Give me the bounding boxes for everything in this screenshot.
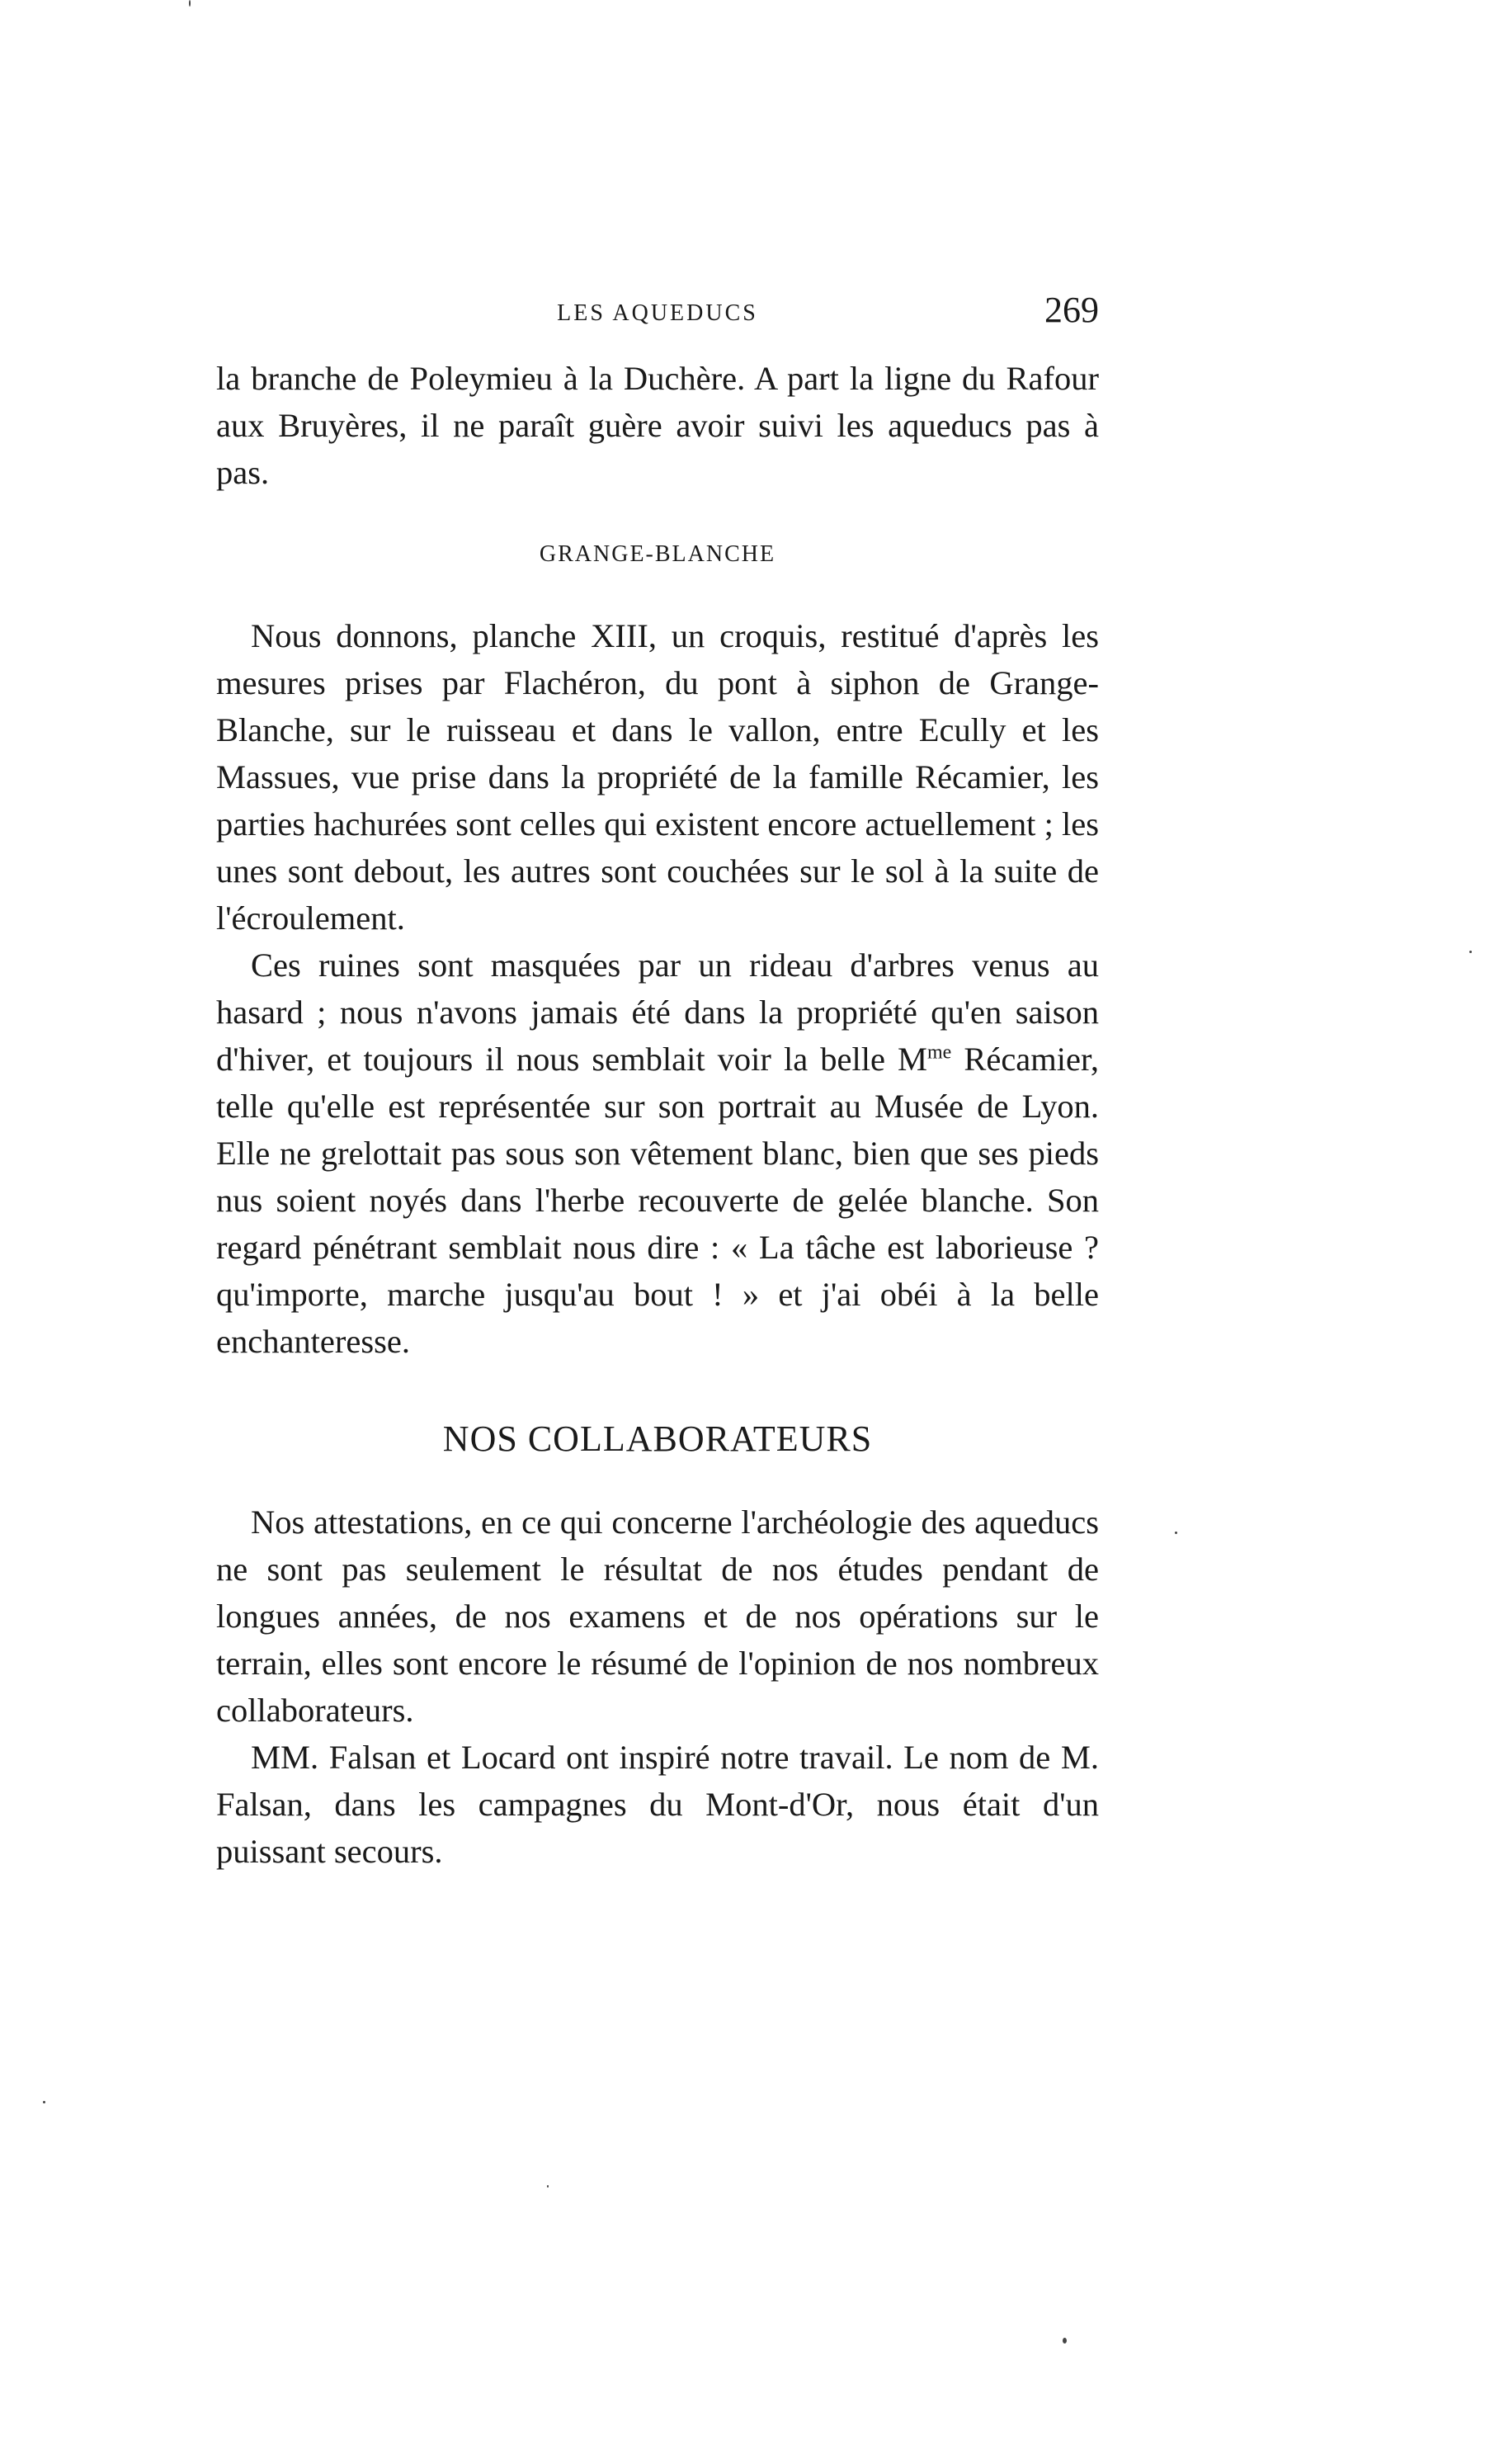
intro-text-block bbox=[216, 355, 1099, 496]
intro-paragraph: la branche de Poleymieu à la Duchère. A part la ligne du Rafour aux Bruyères, il ne paraît guère avoir suivi les aqueducs pas à pas. bbox=[216, 360, 1099, 491]
title-superscript: me bbox=[926, 1041, 952, 1064]
collaborateurs-paragraph-1: Nos attestations, en ce qui concerne l'archéologie des aqueducs ne sont pas seulement le résultat de nos études pendant de longues années, de nos examens et de nos opérations sur le terrain, elles sont encore le résumé de l'opinion de nos nombreux collaborateurs. bbox=[216, 1503, 1099, 1729]
paper-speck bbox=[43, 2101, 45, 2103]
running-title: LES AQUEDUCS bbox=[557, 300, 758, 326]
running-head bbox=[216, 289, 1099, 338]
paper-speck bbox=[1175, 1532, 1177, 1534]
paper-speck bbox=[1063, 2338, 1067, 2344]
grange-blanche-text-block bbox=[216, 612, 1099, 1365]
grange-blanche-paragraph-2 bbox=[216, 942, 1099, 1365]
paper-speck bbox=[547, 2185, 549, 2188]
paper-speck bbox=[1469, 951, 1472, 953]
paragraph-2-part-1: Ces ruines sont masquées par un rideau d'arbres venus au hasard ; nous n'avons jamais été dans la propriété qu'en saison d'hiver, et toujours il nous semblait voir la belle M bbox=[216, 946, 1099, 1078]
paper-speck bbox=[189, 0, 191, 7]
collaborateurs-text-block bbox=[216, 1499, 1099, 1875]
page-number: 269 bbox=[1044, 290, 1099, 330]
collaborateurs-heading: NOS COLLABORATEURS bbox=[442, 1418, 873, 1459]
grange-blanche-paragraph-1: Nous donnons, planche XIII, un croquis, restitué d'après les mesures prises par Flachéron, du pont à siphon de Grange-Blanche, sur le ruisseau et dans le vallon, entre Ecully et les Massues, vue prise dans la propriété de la famille Récamier, les parties hachurées sont celles qui existent encore actuellement ; les unes sont debout, les autres sont couchées sur le sol à la suite de l'écroulement. bbox=[216, 617, 1099, 937]
paragraph-2-part-2: Récamier, telle qu'elle est représentée sur son portrait au Musée de Lyon. Elle ne grelottait pas sous son vêtement blanc, bien que ses pieds nus soient noyés dans l'herbe recouverte de gelée blanche. Son regard pénétrant semblait nous dire : « La tâche est laborieuse ? qu'importe, marche jusqu'au bout ! » et j'ai obéi à la belle enchanteresse. bbox=[216, 1041, 1099, 1360]
collaborateurs-paragraph-2: MM. Falsan et Locard ont inspiré notre travail. Le nom de M. Falsan, dans les campagnes du Mont-d'Or, nous était d'un puissant secours. bbox=[216, 1739, 1099, 1870]
grange-blanche-heading: GRANGE-BLANCHE bbox=[539, 541, 776, 567]
